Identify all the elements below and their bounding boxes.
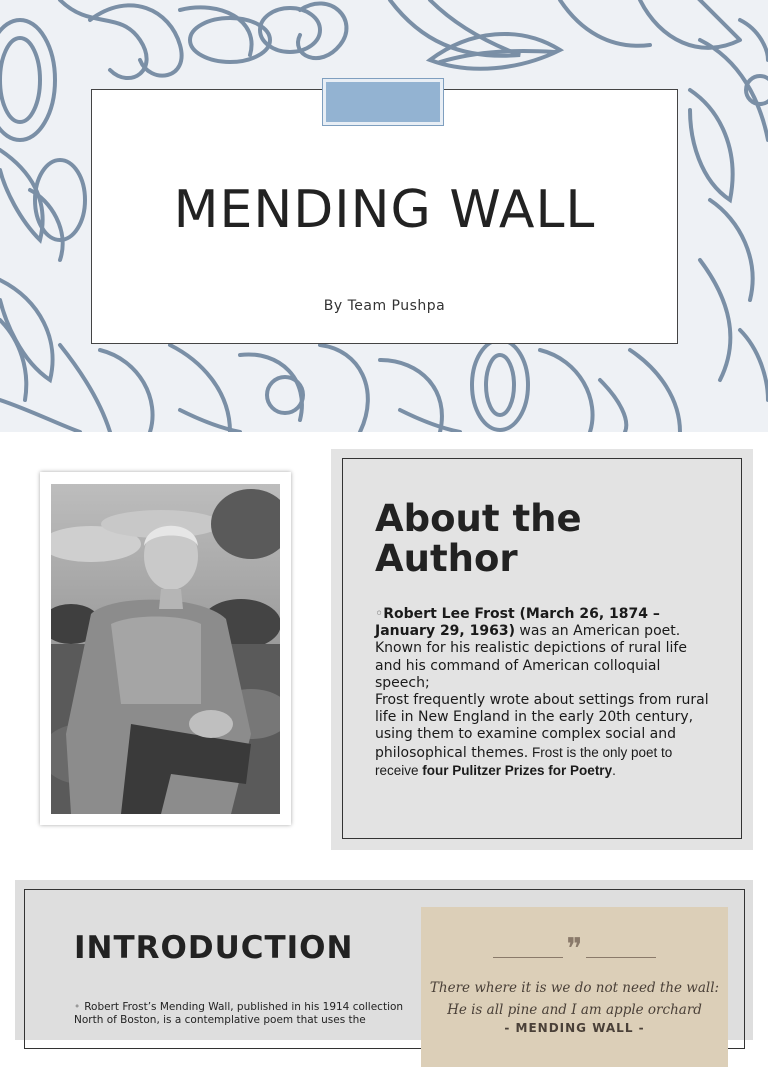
- bullet-marker: ◦: [375, 606, 384, 622]
- author-portrait-image: [51, 484, 280, 814]
- pulitzer-text: four Pulitzer Prizes for Poetry: [422, 762, 613, 778]
- author-desc-1: was an American poet. Known for his realistic depictions of rural life and his command of American colloquial speech;: [375, 623, 687, 691]
- quote-line-1: There where it is we do not need the wall:: [429, 980, 720, 996]
- title-tab-decoration: [323, 79, 443, 125]
- quote-line-2: He is all pine and I am apple orchard: [447, 1002, 702, 1018]
- author-photo-frame: [40, 472, 291, 825]
- quote-text: [421, 977, 728, 1021]
- author-desc-end: .: [612, 762, 616, 778]
- about-author-heading: About the Author: [375, 497, 582, 580]
- introduction-text: [74, 1001, 404, 1027]
- introduction-border: [24, 889, 745, 1049]
- presentation-subtitle: By Team Pushpa: [323, 298, 446, 314]
- author-desc-2: Frost frequently wrote about settings from rural life in New England in the early 20th century, using them to examine complex social and philosophical themes.: [375, 692, 709, 761]
- presentation-title: MENDING WALL: [173, 180, 596, 240]
- quote-source: - MENDING WALL -: [504, 1021, 645, 1035]
- quote-image: [421, 907, 728, 1067]
- author-name-dates: Robert Lee Frost (March 26, 1874 – January 29, 1963): [375, 606, 660, 640]
- quote-mark-icon: ❞: [566, 932, 583, 967]
- introduction-bullet: Robert Frost’s Mending Wall, published in his 1914 collection North of Boston, is a contemplative poem that uses the: [74, 1001, 404, 1026]
- bullet-dot: •: [74, 1001, 81, 1013]
- title-slide: [0, 0, 768, 432]
- about-author-border: [342, 458, 742, 839]
- about-author-panel: [331, 449, 753, 850]
- author-desc-3: Frost is the only poet to receive: [375, 744, 673, 778]
- introduction-panel: [15, 880, 753, 1040]
- about-author-text: [375, 606, 710, 780]
- introduction-heading: INTRODUCTION: [74, 930, 354, 966]
- title-box: [91, 89, 678, 344]
